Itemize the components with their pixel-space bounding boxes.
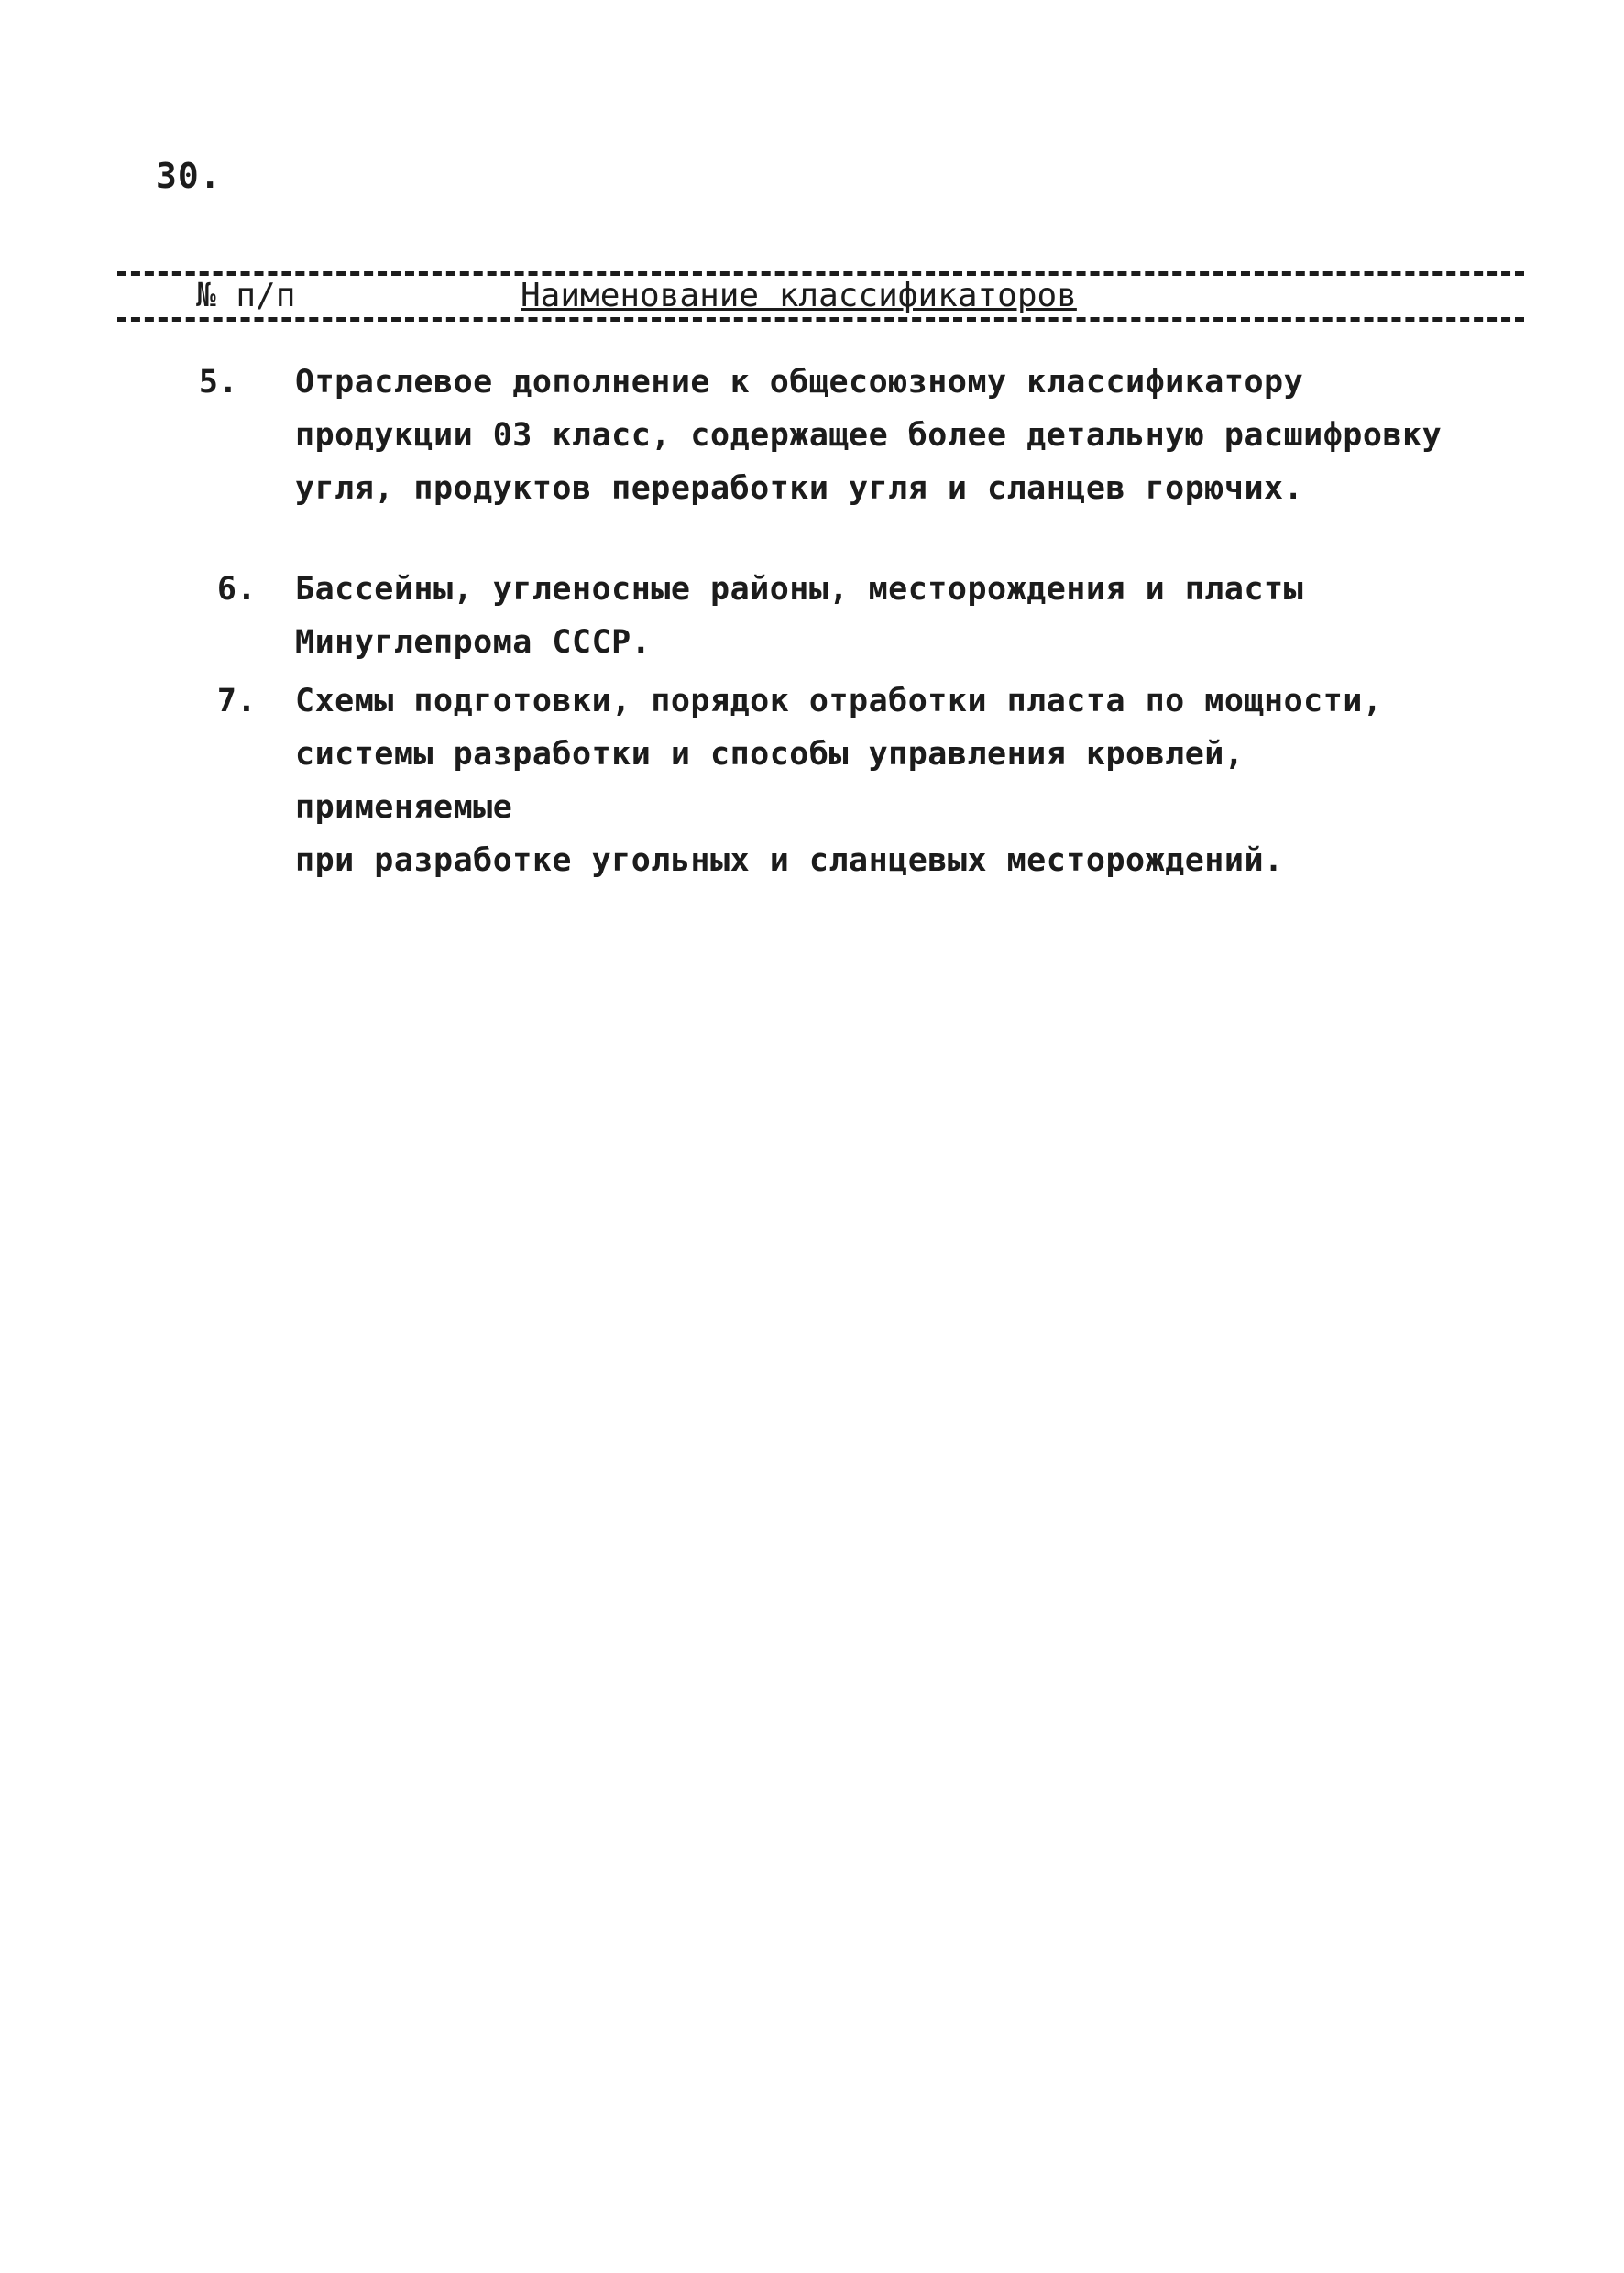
entry-text: Отраслевое дополнение к общесоюзному классификатору продукции 03 класс, содержащее более детальную расшифровку угля, продуктов переработки угля и сланцев горючих. xyxy=(295,364,1443,507)
entry-number: 6. xyxy=(216,571,257,608)
entry-text: Схемы подготовки, порядок отработки пласта по мощности, системы разработки и способы управления кровлей, применяемые при разработке угольных и сланцевых месторождений. xyxy=(295,683,1383,879)
entry-text: Бассейны, угленосные районы, месторождения и пласты Минуглепрома СССР. xyxy=(295,571,1304,661)
entry-number: 5. xyxy=(198,364,238,401)
entry-number: 7. xyxy=(216,683,257,719)
name-column-header: Наименование классификаторов xyxy=(515,277,1082,314)
table-header xyxy=(0,275,1624,319)
page-number: 30. xyxy=(156,156,222,196)
number-column-header: № п/п xyxy=(191,277,301,314)
table-header-bottom-rule xyxy=(117,317,1524,322)
